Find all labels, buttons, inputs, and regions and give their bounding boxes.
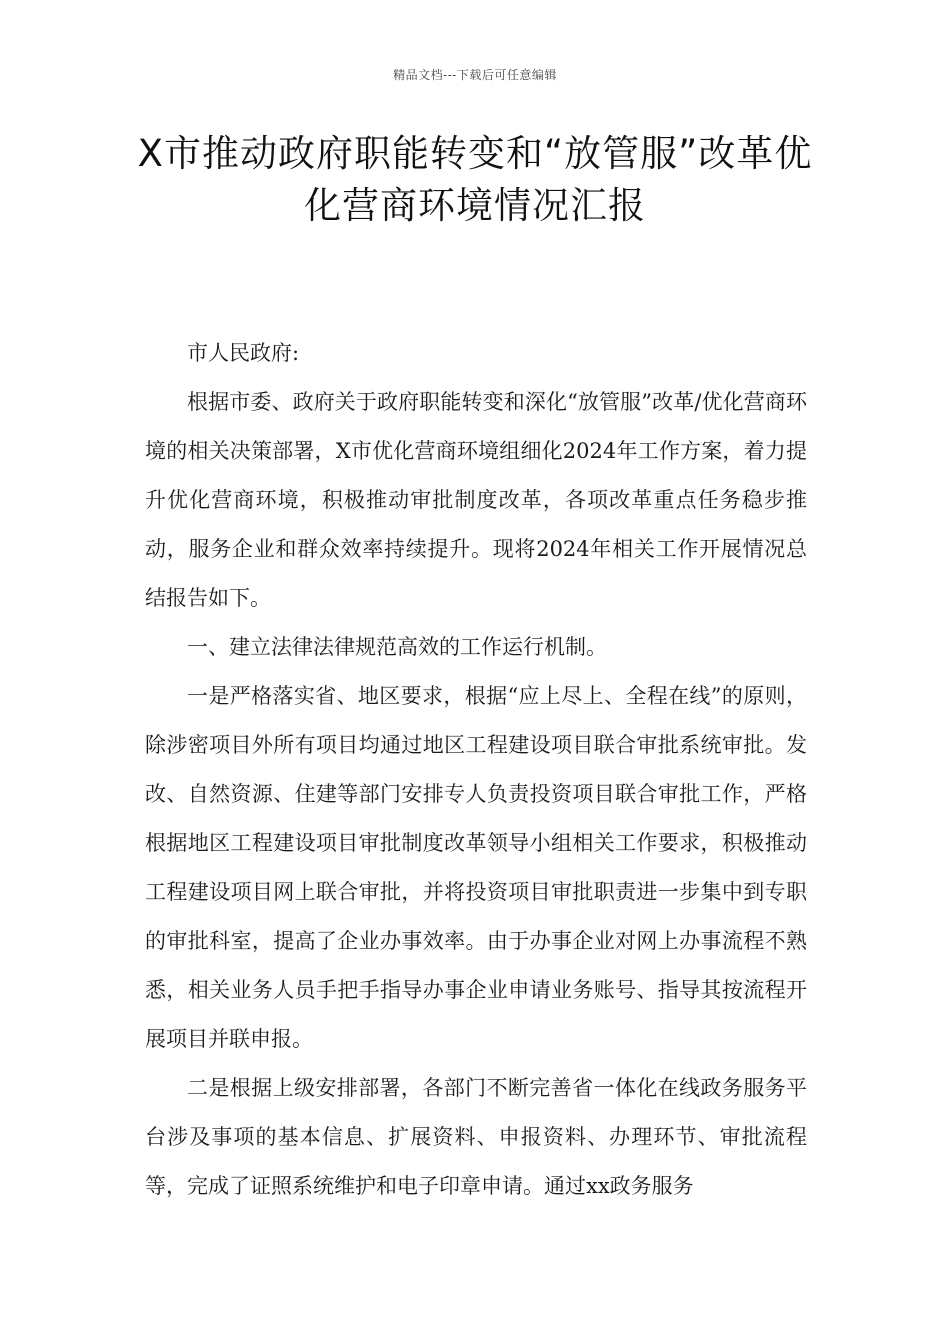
salutation: 市人民政府: <box>187 341 300 365</box>
paragraph-point-one: 一是严格落实省、地区要求，根据“应上尽上、全程在线”的原则，除涉密项目外所有项目均通过地区工程建设项目联合审批系统审批。发改、自然资源、住建等部门安排专人负责投资项目联合审批工作，严格根据地区工程建设项目审批制度改革领导小组相关工作要求，积极推动工程建设项目网上联合审批，并将投资项目审批职责进一步集中到专职的审批科室，提高了企业办事效率。由于办事企业对网上办事流程不熟悉，相关业务人员手把手指导办事企业申请业务账号、指导其按流程开展项目并联申报。 <box>145 684 807 1051</box>
section-heading: 一、建立法律法律规范高效的工作运行机制。 <box>187 635 607 659</box>
document-title: X市推动政府职能转变和“放管服”改革优化营商环境情况汇报 <box>137 132 813 227</box>
paragraph-point-two: 二是根据上级安排部署，各部门不断完善省一体化在线政务服务平台涉及事项的基本信息、扩展资料、申报资料、办理环节、审批流程等，完成了证照系统维护和电子印章申请。通过xx政务服务 <box>145 1076 807 1198</box>
document-body <box>145 329 807 1211</box>
page-header-note: 精品文档---下载后可任意编辑 <box>393 68 557 82</box>
paragraph-intro: 根据市委、政府关于政府职能转变和深化“放管服”改革/优化营商环境的相关决策部署，X市优化营商环境组细化2024年工作方案，着力提升优化营商环境，积极推动审批制度改革，各项改革重点任务稳步推动，服务企业和群众效率持续提升。现将2024年相关工作开展情况总结报告如下。 <box>145 390 807 610</box>
